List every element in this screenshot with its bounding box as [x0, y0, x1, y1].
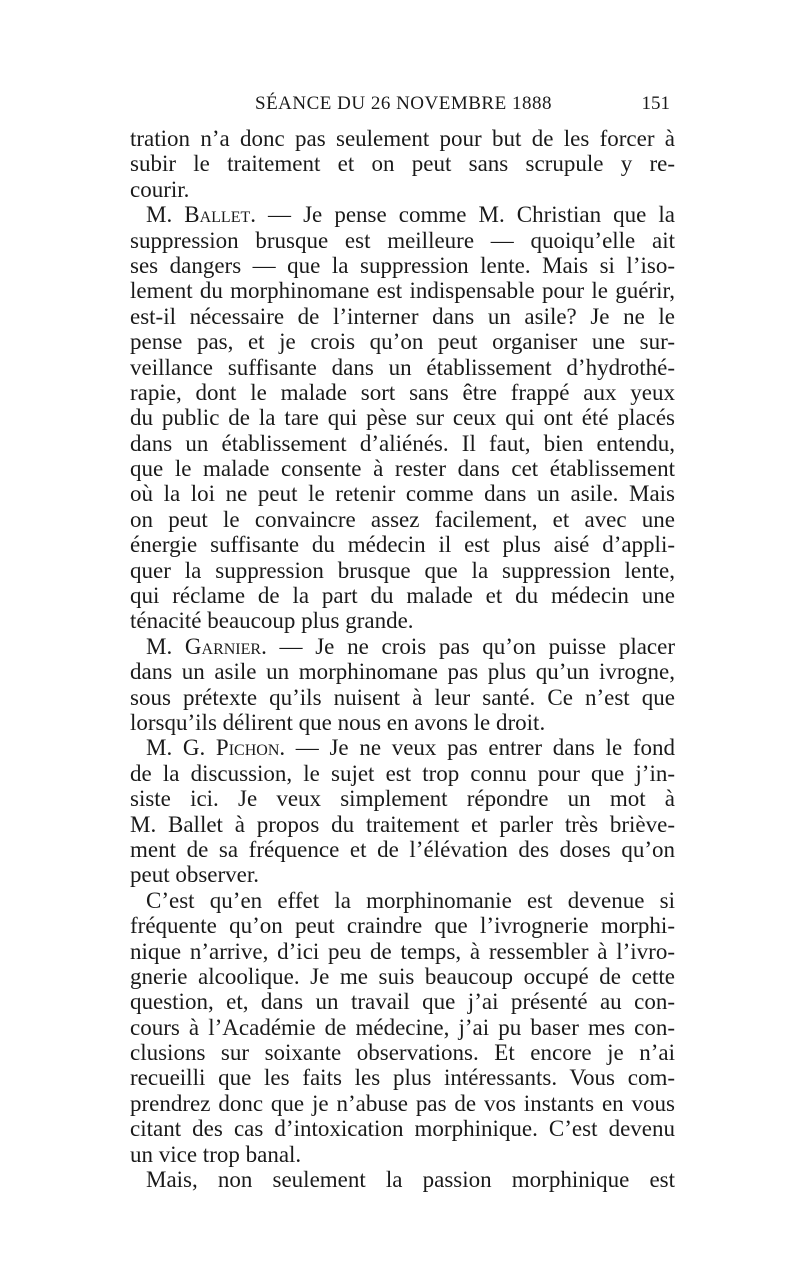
line-text: de la discussion, le sujet est trop connu pour que j’in- — [130, 760, 675, 786]
text-line — [130, 1116, 675, 1141]
line-text: rapie, dont le malade sort sans être frappé aux yeux — [130, 379, 675, 405]
line-text: ment de sa fréquence et de l’élévation des doses qu’on — [130, 836, 675, 862]
text-line — [130, 532, 675, 557]
speaker-name: M. Garnier. — [146, 633, 267, 659]
line-text: est-il nécessaire de l’interner dans un asile? Je ne le — [130, 303, 675, 329]
text-line — [130, 939, 675, 964]
line-text: M. Ballet à propos du traitement et parler très briève- — [130, 811, 675, 837]
text-line — [130, 862, 675, 887]
text-line — [130, 735, 675, 760]
text-line — [130, 177, 675, 202]
text-line — [130, 989, 675, 1014]
text-line — [130, 507, 675, 532]
text-line — [130, 329, 675, 354]
line-text: du public de la tare qui pèse sur ceux qui ont été placés — [130, 405, 675, 431]
text-line — [130, 405, 675, 430]
line-text: prendrez donc que je n’abuse pas de vos instants en vous — [130, 1090, 675, 1116]
text-line — [130, 380, 675, 405]
line-text: sous prétexte qu’ils nuisent à leur santé. Ce n’est que — [130, 684, 675, 710]
text-line — [130, 1040, 675, 1065]
line-text: C’est qu’en effet la morphinomanie est devenue si — [146, 887, 675, 913]
text-line — [130, 278, 675, 303]
line-text: fréquente qu’on peut craindre que l’ivrognerie morphi- — [130, 913, 675, 939]
text-line — [130, 685, 675, 710]
line-text: dans un établissement d’aliénés. Il faut, bien entendu, — [130, 430, 675, 456]
text-line — [130, 761, 675, 786]
line-text: peut observer. — [130, 862, 260, 888]
line-text: ténacité beaucoup plus grande. — [130, 608, 414, 634]
line-text: énergie suffisante du médecin il est plus aisé d’appli- — [130, 532, 675, 558]
running-title: SÉANCE DU 26 NOVEMBRE 1888 — [255, 93, 552, 114]
text-line — [130, 964, 675, 989]
speaker-name: M. Ballet. — [146, 202, 256, 228]
text-line — [130, 1015, 675, 1040]
text-line — [130, 1167, 675, 1192]
text-line — [130, 812, 675, 837]
text-line — [130, 634, 675, 659]
body-text — [130, 126, 675, 1192]
line-text: clusions sur soixante observations. Et encore je n’ai — [130, 1040, 675, 1066]
line-text: quer la suppression brusque que la suppression lente, — [130, 557, 675, 583]
line-text: — Je ne crois pas qu’on puisse placer — [266, 633, 675, 659]
line-text: — Je ne veux pas entrer dans le fond — [285, 735, 675, 761]
line-text: Mais, non seulement la passion morphinique est — [146, 1167, 675, 1193]
text-line — [130, 355, 675, 380]
text-line — [130, 456, 675, 481]
line-text: lorsqu’ils délirent que nous en avons le droit. — [130, 709, 546, 735]
text-line — [130, 228, 675, 253]
text-line — [130, 151, 675, 176]
line-text: cours à l’Académie de médecine, j’ai pu baser mes con- — [130, 1014, 675, 1040]
line-text: un vice trop banal. — [130, 1141, 302, 1167]
running-head — [130, 92, 670, 116]
line-text: qui réclame de la part du malade et du médecin une — [130, 583, 675, 609]
line-text: gnerie alcoolique. Je me suis beaucoup occupé de cette — [130, 963, 675, 989]
text-line — [130, 659, 675, 684]
speaker-name: M. G. Pichon. — [146, 735, 286, 761]
line-text: lement du morphinomane est indispensable pour le guérir, — [130, 278, 675, 304]
line-text: tration n’a donc pas seulement pour but de les forcer à — [130, 126, 675, 151]
line-text: suppression brusque est meilleure — quoiqu’elle ait — [130, 227, 675, 253]
line-text: — Je pense comme M. Christian que la — [256, 202, 675, 228]
text-line — [130, 202, 675, 227]
text-line — [130, 1142, 675, 1167]
text-line — [130, 888, 675, 913]
line-text: nique n’arrive, d’ici peu de temps, à ressembler à l’ivro- — [130, 938, 675, 964]
text-line — [130, 583, 675, 608]
text-line — [130, 431, 675, 456]
text-line — [130, 1065, 675, 1090]
text-line — [130, 837, 675, 862]
text-line — [130, 1091, 675, 1116]
line-text: on peut le convaincre assez facilement, et avec une — [130, 506, 675, 532]
line-text: veillance suffisante dans un établissement d’hydrothé- — [130, 354, 675, 380]
line-text: pense pas, et je crois qu’on peut organiser une sur- — [130, 329, 675, 355]
line-text: ses dangers — que la suppression lente. Mais si l’iso- — [130, 252, 675, 278]
text-line — [130, 304, 675, 329]
line-text: courir. — [130, 176, 190, 202]
text-line — [130, 710, 675, 735]
line-text: subir le traitement et on peut sans scrupule y re- — [130, 151, 675, 177]
line-text: recueilli que les faits les plus intéressants. Vous com- — [130, 1065, 675, 1091]
page-number: 151 — [641, 93, 670, 114]
text-line — [130, 126, 675, 151]
text-line — [130, 558, 675, 583]
line-text: où la loi ne peut le retenir comme dans un asile. Mais — [130, 481, 675, 507]
text-line — [130, 786, 675, 811]
text-line — [130, 481, 675, 506]
line-text: question, et, dans un travail que j’ai présenté au con- — [130, 989, 675, 1015]
line-text: citant des cas d’intoxication morphinique. C’est devenu — [130, 1116, 675, 1142]
line-text: siste ici. Je veux simplement répondre un mot à — [130, 786, 675, 812]
line-text: dans un asile un morphinomane pas plus qu’un ivrogne, — [130, 659, 675, 685]
text-line — [130, 253, 675, 278]
text-line — [130, 608, 675, 633]
line-text: que le malade consente à rester dans cet établissement — [130, 456, 675, 482]
text-line — [130, 913, 675, 938]
